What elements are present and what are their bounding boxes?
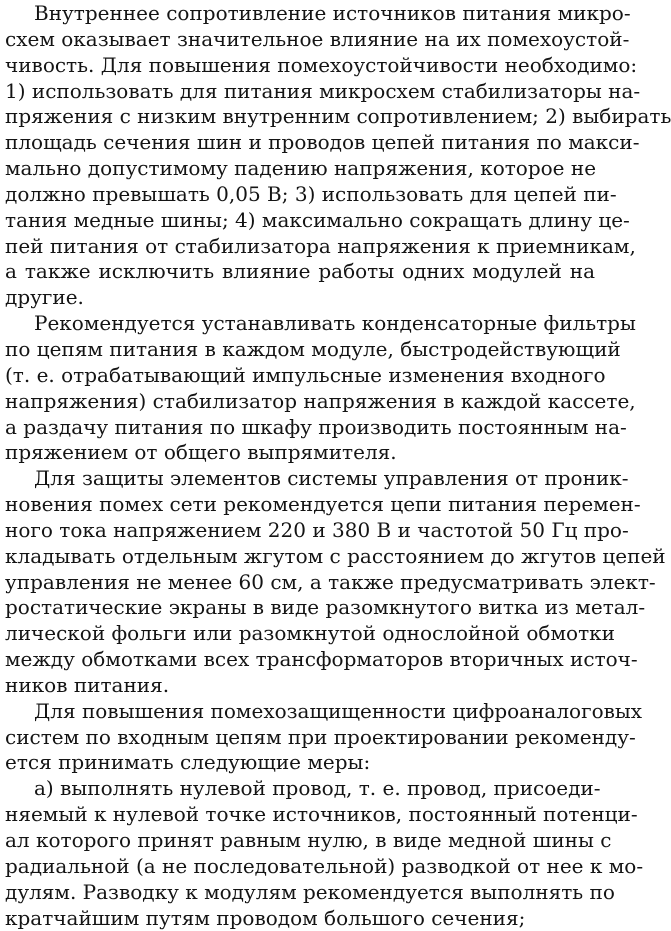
text-line: мально допустимому падению напряжения, которое не: [5, 156, 597, 181]
text-line: ал которого принят равным нулю, в виде медной шины с: [5, 828, 612, 852]
text-line: 1) использовать для питания микросхем стабилизаторы на-: [5, 78, 641, 103]
paragraph-network-interference: [5, 466, 666, 699]
text-line: ников питания.: [5, 672, 170, 697]
text-line: напряжения) стабилизатор напряжения в каждой кассете,: [5, 388, 636, 413]
text-line: систем по входным цепям при проектировании рекоменду-: [5, 724, 636, 749]
text-line: ного тока напряжением 220 и 380 В и частотой 50 Гц про-: [5, 517, 629, 542]
text-line: а) выполнять нулевой провод, т. е. провод, присоеди-: [34, 776, 601, 801]
text-line: Внутреннее сопротивление источников питания микро-: [34, 1, 631, 25]
text-line: чивость. Для повышения помехоустойчивости необходимо:: [5, 52, 638, 77]
paragraph-capacitor-filters: [5, 311, 636, 466]
text-line: Для повышения помехозащищенности цифроаналоговых: [34, 698, 643, 723]
text-line: пей питания от стабилизатора напряжения к приемникам,: [5, 233, 636, 258]
text-line: радиальной (а не последовательной) разводкой от нее к мо-: [5, 853, 644, 878]
text-line: другие.: [5, 285, 84, 310]
text-line: кладывать отдельным жгутом с расстоянием до жгутов цепей: [5, 543, 666, 568]
text-line: (т. е. отрабатывающий импульсные изменения входного: [5, 362, 606, 387]
text-line: Для защиты элементов системы управления от проник-: [34, 466, 629, 491]
text-line: ростатические экраны в виде разомкнутого витка из метал-: [5, 595, 646, 620]
document-page: [5, 1, 671, 931]
text-line: а также исключить влияние работы одних модулей на: [5, 259, 595, 284]
text-line: пряжением от общего выпрямителя.: [5, 440, 397, 465]
paragraph-power-supply-resistance: [5, 1, 671, 311]
text-line: площадь сечения шин и проводов цепей питания по макси-: [5, 130, 640, 155]
text-line: схем оказывает значительное влияние на их помехоустой-: [5, 26, 630, 51]
text-line: дулям. Разводку к модулям рекомендуется выполнять по: [5, 879, 615, 904]
text-line: няемый к нулевой точке источников, постоянный потенци-: [5, 802, 638, 827]
paragraph-list-item-a: [5, 776, 644, 931]
text-line: управления не менее 60 см, а также предусматривать элект-: [5, 569, 656, 594]
text-line: между обмотками всех трансформаторов вторичных источ-: [5, 647, 638, 672]
text-line: тания медные шины; 4) максимально сокращать длину це-: [5, 207, 630, 232]
text-line: кратчайшим путям проводом большого сечения;: [5, 905, 526, 930]
text-line: Рекомендуется устанавливать конденсаторные фильтры: [34, 311, 636, 336]
text-line: а раздачу питания по шкафу производить постоянным на-: [5, 414, 627, 439]
text-line: должно превышать 0,05 В; 3) использовать для цепей пи-: [5, 181, 617, 206]
text-line: новения помех сети рекомендуется цепи питания перемен-: [5, 492, 641, 517]
text-line: пряжения с низким внутренним сопротивлением; 2) выбирать: [5, 104, 671, 129]
paragraph-digital-analog-systems: [5, 698, 643, 777]
text-line: по цепям питания в каждом модуле, быстродействующий: [5, 336, 621, 361]
text-line: ется принимать следующие меры:: [5, 750, 371, 775]
text-line: лической фольги или разомкнутой однослойной обмотки: [5, 621, 615, 646]
